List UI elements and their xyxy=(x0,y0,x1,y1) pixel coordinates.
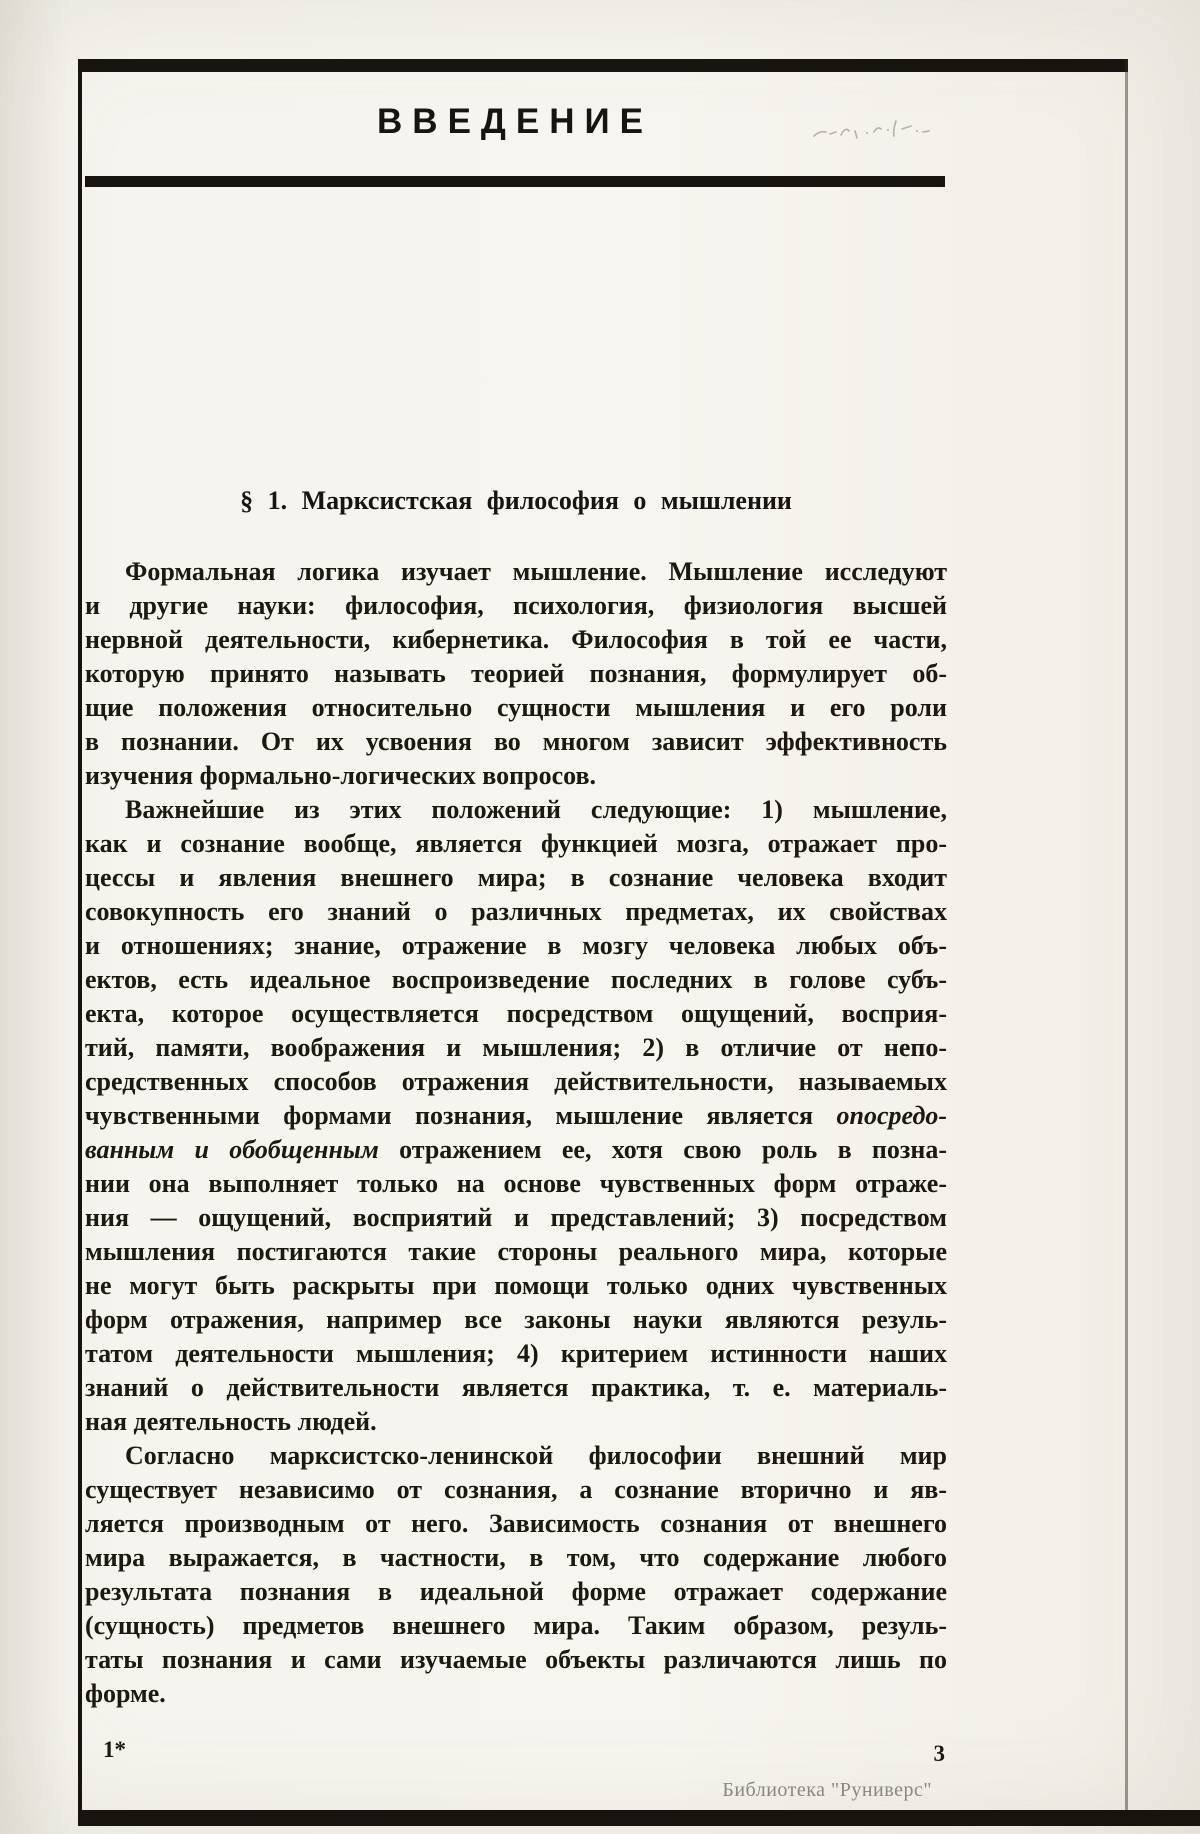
text-line: таты познания и сами изучаемые объекты различаются лишь по xyxy=(85,1645,947,1674)
text-line: мира выражается, в частности, в том, что содержание любого xyxy=(85,1543,947,1572)
text-line xyxy=(85,1133,947,1167)
paragraph xyxy=(85,793,947,1439)
text-line: ектов, есть идеальное воспроизведение последних в голове субъ- xyxy=(85,965,947,994)
text-line xyxy=(85,1099,947,1133)
paragraph xyxy=(85,555,947,793)
text-line: не могут быть раскрыты при помощи только одних чувственных xyxy=(85,1271,947,1300)
text-line: ния — ощущений, восприятий и представлений; 3) посредством xyxy=(85,1203,947,1232)
top-frame-rule xyxy=(78,59,1128,72)
text-line: в познании. От их усвоения во многом зависит эффективность xyxy=(85,727,947,756)
text-line: Важнейшие из этих положений следующие: 1) мышление, xyxy=(125,795,947,824)
text-line: тий, памяти, воображения и мышления; 2) в отличие от непо- xyxy=(85,1033,947,1062)
signature-mark: 1* xyxy=(103,1737,126,1762)
text-line: результата познания в идеальной форме отражает содержание xyxy=(85,1577,947,1606)
paragraph xyxy=(85,1439,947,1711)
library-watermark: Библиотека "Руниверс" xyxy=(722,1779,932,1801)
text-line: и отношениях; знание, отражение в мозгу человека любых объ- xyxy=(85,931,947,960)
text-line: форм отражения, например все законы науки являются резуль- xyxy=(85,1305,947,1334)
text-line: Согласно марксистско-ленинской философии внешний мир xyxy=(125,1441,947,1470)
text-line: щие положения относительно сущности мышления и его роли xyxy=(85,693,947,722)
text-line: Формальная логика изучает мышление. Мышление исследуют xyxy=(125,557,947,586)
text-line: ляется производным от него. Зависимость сознания от внешнего xyxy=(85,1509,947,1538)
left-frame-line xyxy=(78,59,82,1826)
pencil-marks-icon xyxy=(810,108,940,153)
section-heading: § 1. Марксистская философия о мышлении xyxy=(240,486,792,515)
text-line: существует независимо от сознания, а сознание вторично и яв- xyxy=(85,1475,947,1504)
italic-text: опосредо- xyxy=(836,1101,947,1130)
page-number: 3 xyxy=(933,1741,945,1766)
text-line: и другие науки: философия, психология, физиология высшей xyxy=(85,591,947,620)
text-line: цессы и явления внешнего мира; в сознание человека входит xyxy=(85,863,947,892)
text-line: (сущность) предметов внешнего мира. Таким образом, резуль- xyxy=(85,1611,947,1640)
text-segment: чувственными формами познания, мышление является xyxy=(85,1101,837,1130)
text-line: нии она выполняет только на основе чувственных форм отраже- xyxy=(85,1169,947,1198)
text-line: татом деятельности мышления; 4) критерием истинности наших xyxy=(85,1339,947,1368)
title-underline-rule xyxy=(85,176,945,187)
text-line: изучения формально-логических вопросов. xyxy=(85,761,597,790)
text-line: совокупность его знаний о различных предметах, их свойствах xyxy=(85,897,947,926)
text-line: екта, которое осуществляется посредством ощущений, восприя- xyxy=(85,999,947,1028)
text-line: форме. xyxy=(85,1679,166,1708)
text-segment: отражением ее, хотя свою роль в позна- xyxy=(378,1135,947,1164)
text-line: мышления постигаются такие стороны реального мира, которые xyxy=(85,1237,947,1266)
italic-text: ванным и обобщенным xyxy=(85,1135,379,1164)
text-line: ная деятельность людей. xyxy=(85,1407,377,1436)
body-text xyxy=(85,555,947,1711)
text-line: средственных способов отражения действительности, называемых xyxy=(85,1067,947,1096)
text-line: которую принято называть теорией познания, формулирует об- xyxy=(85,659,947,688)
right-frame-line xyxy=(1125,59,1128,1810)
text-line: как и сознание вообще, является функцией мозга, отражает про- xyxy=(85,829,947,858)
chapter-title: ВВЕДЕНИЕ xyxy=(377,102,653,141)
text-line: знаний о действительности является практика, т. е. материаль- xyxy=(85,1373,947,1402)
text-line: нервной деятельности, кибернетика. Философия в той ее части, xyxy=(85,625,947,654)
bottom-frame-rule xyxy=(78,1810,1200,1826)
